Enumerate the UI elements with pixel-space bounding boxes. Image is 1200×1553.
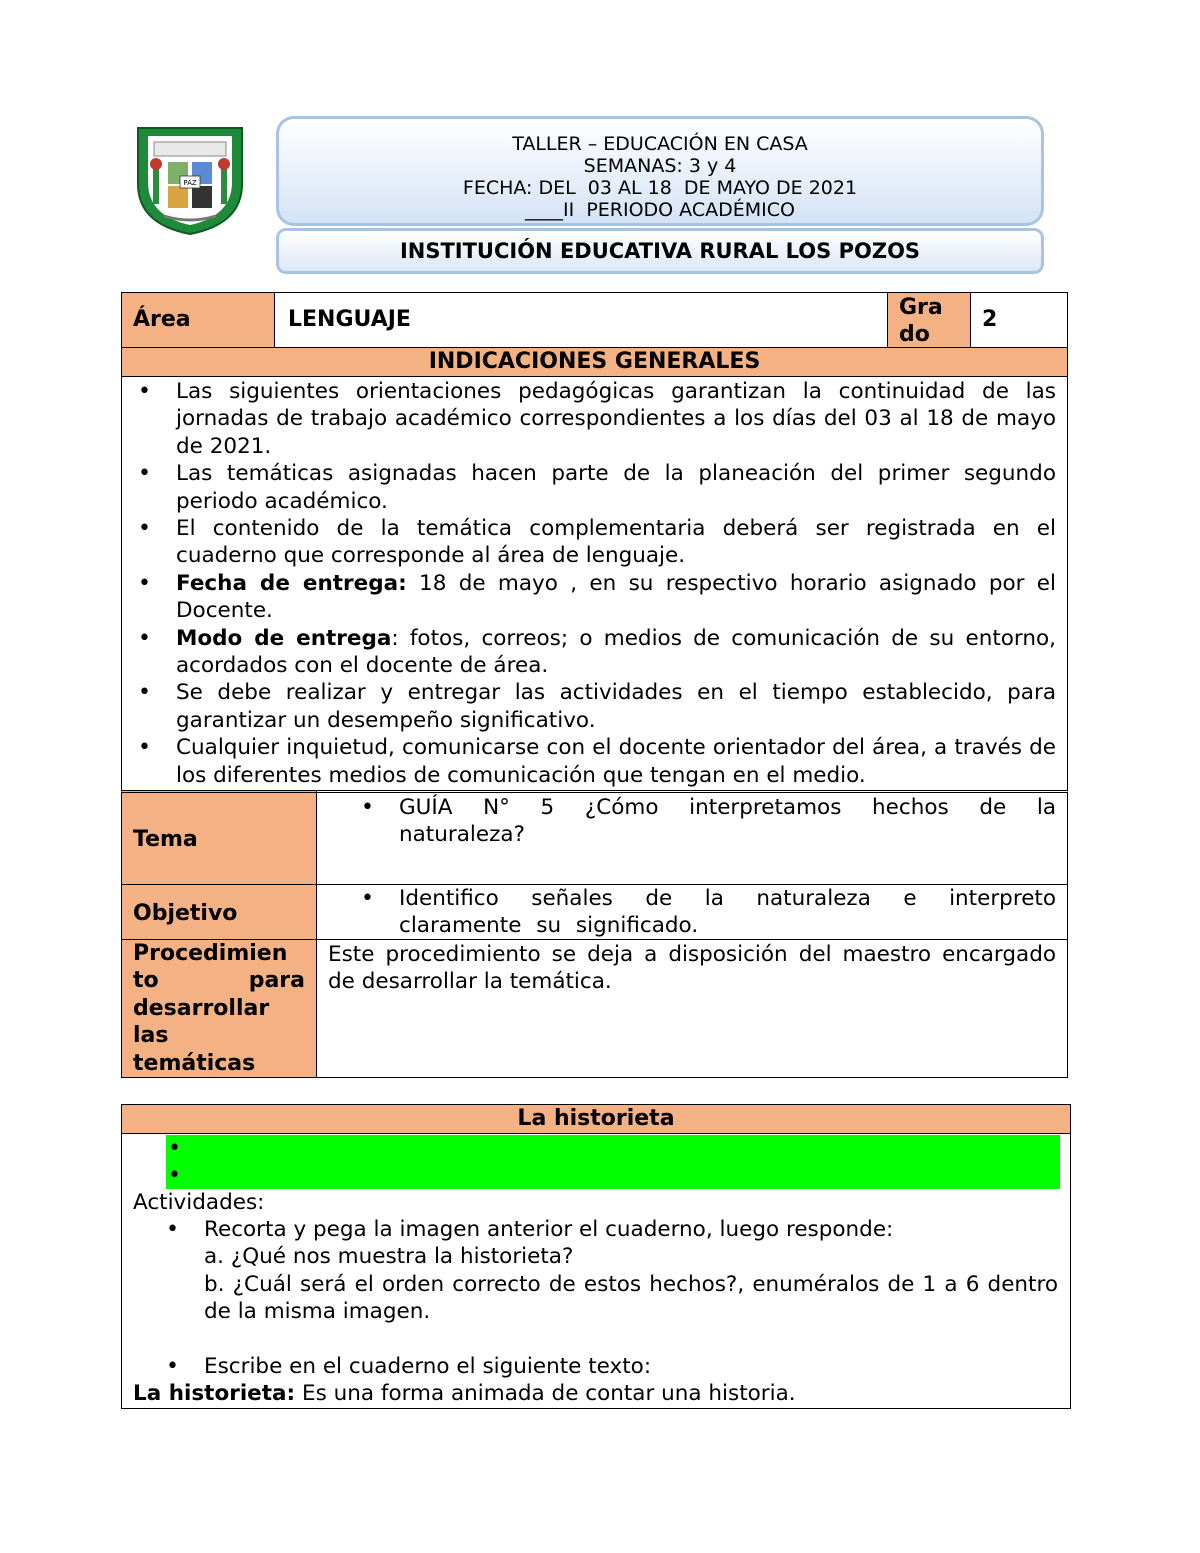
historieta-body xyxy=(121,1133,1071,1409)
actividad-1: Recorta y pega la imagen anterior el cuaderno, luego responde: xyxy=(204,1217,894,1242)
procedimiento-label-line3: desarrollar xyxy=(133,995,270,1021)
school-shield-logo xyxy=(134,124,246,236)
institution-name: INSTITUCIÓN EDUCATIVA RURAL LOS POZOS xyxy=(276,228,1044,274)
question-a: a. ¿Qué nos muestra la historieta? xyxy=(204,1244,574,1270)
objetivo-value-cell xyxy=(316,884,1068,940)
grado-label-line1: Gra xyxy=(899,295,943,320)
procedimiento-label-to: to xyxy=(133,968,159,994)
list-item xyxy=(122,570,1056,625)
highlighted-empty-bullet xyxy=(166,1162,1060,1189)
procedimiento-label-line4: las xyxy=(133,1023,169,1049)
highlighted-empty-bullet xyxy=(166,1135,1060,1162)
actividades-heading: Actividades: xyxy=(133,1190,265,1215)
objetivo-list xyxy=(345,885,1056,940)
procedimiento-label-para: para xyxy=(248,968,305,994)
tema-label: Tema xyxy=(133,827,198,852)
list-item: • Las temáticas asignadas hacen parte de la planeación del primer segundo periodo académico. xyxy=(122,460,1056,515)
procedimiento-value: Este procedimiento se deja a disposición del maestro encargado de desarrollar la temática. xyxy=(328,942,1056,995)
indicaciones-title: INDICACIONES GENERALES xyxy=(428,349,761,374)
procedimiento-label-line5: temáticas xyxy=(133,1050,256,1076)
grado-label-cell xyxy=(887,292,971,348)
grado-label-line2: do xyxy=(899,322,930,347)
actividades-list xyxy=(122,1216,1058,1326)
weeks-line: SEMANAS: 3 y 4 xyxy=(583,155,737,177)
objetivo-label-cell xyxy=(121,884,317,940)
fecha-entrega-label: Fecha de entrega: xyxy=(176,570,407,596)
procedimiento-label-line1: Procedimien xyxy=(133,941,288,966)
list-item xyxy=(150,1216,1058,1326)
historieta-title: La historieta xyxy=(517,1106,675,1131)
indicaciones-list xyxy=(122,378,1056,789)
date-line: FECHA: DEL 03 AL 18 DE MAYO DE 2021 xyxy=(462,177,858,199)
grado-value-cell xyxy=(970,292,1068,348)
question-b: b. ¿Cuál será el orden correcto de estos hechos?, enuméralos de 1 a 6 dentro de la misma imagen. xyxy=(204,1271,1058,1325)
list-item: • Las siguientes orientaciones pedagógicas garantizan la continuidad de las jornadas de trabajo académico correspondientes a los días del 03 al 18 de mayo de 2021. xyxy=(122,378,1056,460)
historieta-definition xyxy=(133,1380,796,1407)
workshop-header-box xyxy=(276,116,1044,226)
area-value-cell xyxy=(274,292,888,348)
escribe-list xyxy=(122,1353,1058,1380)
fecha-entrega-text: 18 de mayo , en su respectivo horario asignado por el Docente. xyxy=(176,570,1057,624)
period-line: ____II PERIODO ACADÉMICO xyxy=(525,199,795,221)
area-value: LENGUAJE xyxy=(288,307,411,332)
tema-label-cell xyxy=(121,790,317,885)
modo-entrega-label: Modo de entrega xyxy=(176,625,392,651)
grado-value: 2 xyxy=(982,307,998,332)
tema-list xyxy=(345,794,1056,849)
procedimiento-value-cell xyxy=(316,939,1068,1078)
definition-term: La historieta: xyxy=(133,1381,296,1406)
actividad-2: • Escribe en el cuaderno el siguiente texto: xyxy=(150,1353,1058,1380)
list-item: • El contenido de la temática complementaria deberá ser registrada en el cuaderno que corresponde al área de lenguaje. xyxy=(122,515,1056,570)
indicaciones-body xyxy=(121,376,1068,791)
bullet-icon: • xyxy=(168,1136,181,1161)
workshop-title: TALLER – EDUCACIÓN EN CASA xyxy=(512,133,808,155)
objetivo-value: • Identifico señales de la naturaleza e interpreto claramente su significado. xyxy=(345,885,1056,940)
area-label: Área xyxy=(133,307,191,332)
list-item xyxy=(122,625,1056,680)
definition-text: Es una forma animada de contar una historia. xyxy=(295,1381,796,1406)
list-item: • Se debe realizar y entregar las actividades en el tiempo establecido, para garantizar un desempeño significativo. xyxy=(122,679,1056,734)
procedimiento-label-cell xyxy=(121,939,317,1078)
indicaciones-title-cell xyxy=(121,347,1068,377)
tema-value-cell xyxy=(316,790,1068,885)
historieta-title-cell xyxy=(121,1104,1071,1134)
list-item: • Cualquier inquietud, comunicarse con el docente orientador del área, a través de los diferentes medios de comunicación que tengan en el medio. xyxy=(122,734,1056,789)
bullet-icon: • xyxy=(168,1163,181,1188)
modo-entrega-text: : fotos, correos; o medios de comunicación de su entorno, acordados con el docente de área. xyxy=(176,625,1056,679)
logo-text: PAZ xyxy=(183,179,197,187)
area-label-cell xyxy=(121,292,275,348)
tema-value: • GUÍA N° 5 ¿Cómo interpretamos hechos de la naturaleza? xyxy=(345,794,1056,849)
objetivo-label: Objetivo xyxy=(133,901,238,926)
